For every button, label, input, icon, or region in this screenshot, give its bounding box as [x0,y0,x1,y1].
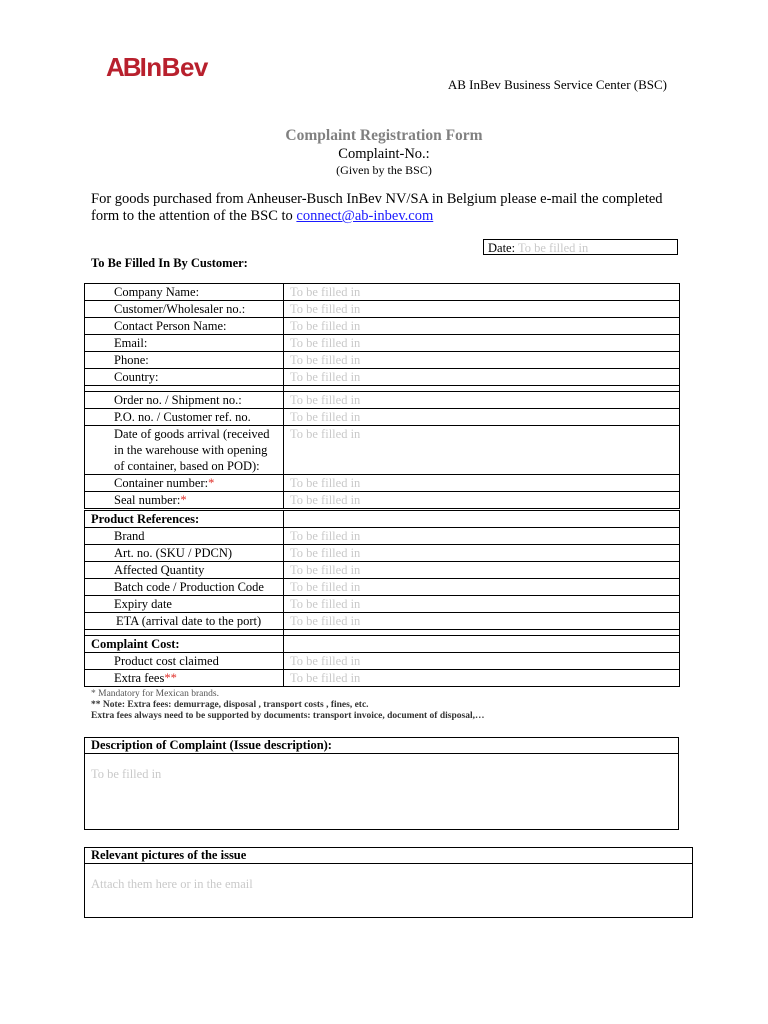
form-title: Complaint Registration Form [285,127,483,144]
pictures-attachment-area[interactable]: Attach them here or in the email [91,877,253,891]
table-row [85,369,680,386]
field-label: Country: [85,369,284,386]
table-row [85,352,680,369]
field-label: Batch code / Production Code [85,579,284,596]
field-label: Email: [85,335,284,352]
product-references-table [84,510,680,687]
order-number-input[interactable]: To be filled in [284,392,680,409]
field-label: ETA (arrival date to the port) [85,613,284,630]
email-link[interactable]: connect@ab-inbev.com [296,208,434,224]
contact-person-input[interactable]: To be filled in [284,318,680,335]
table-row [85,613,680,630]
supporting-documents-note: Extra fees always need to be supported by documents: transport invoice, document of disposal,… [91,711,485,721]
table-row [85,562,680,579]
field-label: Seal number:* [85,492,284,509]
seal-number-input[interactable]: To be filled in [284,492,680,509]
po-number-input[interactable]: To be filled in [284,409,680,426]
table-header-row [85,636,680,653]
article-number-input[interactable]: To be filled in [284,545,680,562]
table-row [85,426,680,475]
cost-section-heading: Complaint Cost: [85,636,284,653]
field-label: Company Name: [85,284,284,301]
table-row [85,475,680,492]
table-row [85,492,680,509]
table-row [85,596,680,613]
pictures-heading: Relevant pictures of the issue [85,848,692,864]
table-row [85,528,680,545]
field-label: Affected Quantity [85,562,284,579]
date-field[interactable] [483,239,678,255]
mandatory-note: * Mandatory for Mexican brands. [91,689,219,699]
table-row [85,670,680,687]
field-label: Extra fees** [85,670,284,687]
field-label: Container number:* [85,475,284,492]
required-mark: * [180,493,187,507]
field-label: Art. no. (SKU / PDCN) [85,545,284,562]
field-label: Contact Person Name: [85,318,284,335]
field-label: Phone: [85,352,284,369]
expiry-date-input[interactable]: To be filled in [284,596,680,613]
description-input[interactable]: To be filled in [91,767,162,781]
extra-fees-note: ** Note: Extra fees: demurrage, disposal , transport costs , fines, etc. [91,700,369,710]
field-label: P.O. no. / Customer ref. no. [85,409,284,426]
company-name-input[interactable]: To be filled in [284,284,680,301]
abinbev-logo: ABInBev [106,52,208,82]
container-number-input[interactable]: To be filled in [284,475,680,492]
field-label: Product cost claimed [85,653,284,670]
arrival-date-input[interactable]: To be filled in [284,426,680,475]
required-mark: * [208,476,215,490]
affected-quantity-input[interactable]: To be filled in [284,562,680,579]
brand-input[interactable]: To be filled in [284,528,680,545]
product-cost-input[interactable]: To be filled in [284,653,680,670]
eta-input[interactable]: To be filled in [284,613,680,630]
field-label: Order no. / Shipment no.: [85,392,284,409]
required-mark: ** [164,671,177,685]
customer-number-input[interactable]: To be filled in [284,301,680,318]
product-section-heading: Product References: [85,511,284,528]
table-row [85,284,680,301]
field-label: Expiry date [85,596,284,613]
complaint-number-label: Complaint-No.: [338,146,430,162]
table-header-row [85,511,680,528]
batch-code-input[interactable]: To be filled in [284,579,680,596]
table-row [85,653,680,670]
table-row [85,318,680,335]
field-label: Brand [85,528,284,545]
table-row [85,409,680,426]
service-center-name: AB InBev Business Service Center (BSC) [447,77,667,92]
relevant-pictures-box [84,847,693,918]
table-row [85,301,680,318]
footnotes [91,689,484,722]
intro-text: For goods purchased from Anheuser-Busch InBev NV/SA in Belgium please e-mail the completed form to the attention of the BSC to [91,191,663,224]
customer-section-heading: To Be Filled In By Customer: [91,256,248,270]
phone-input[interactable]: To be filled in [284,352,680,369]
email-input[interactable]: To be filled in [284,335,680,352]
date-placeholder: To be filled in [517,241,589,255]
table-row [85,545,680,562]
country-input[interactable]: To be filled in [284,369,680,386]
complaint-description-box [84,737,679,830]
field-label: Customer/Wholesaler no.: [85,301,284,318]
description-heading: Description of Complaint (Issue description): [85,738,678,754]
table-row [85,392,680,409]
table-row [85,335,680,352]
table-row [85,579,680,596]
given-by-note: (Given by the BSC) [336,163,432,177]
date-label: Date: [488,241,516,255]
field-label: Date of goods arrival (received in the warehouse with opening of container, based on POD): [85,426,284,475]
intro-paragraph [91,191,681,225]
customer-info-table [84,283,680,509]
extra-fees-input[interactable]: To be filled in [284,670,680,687]
